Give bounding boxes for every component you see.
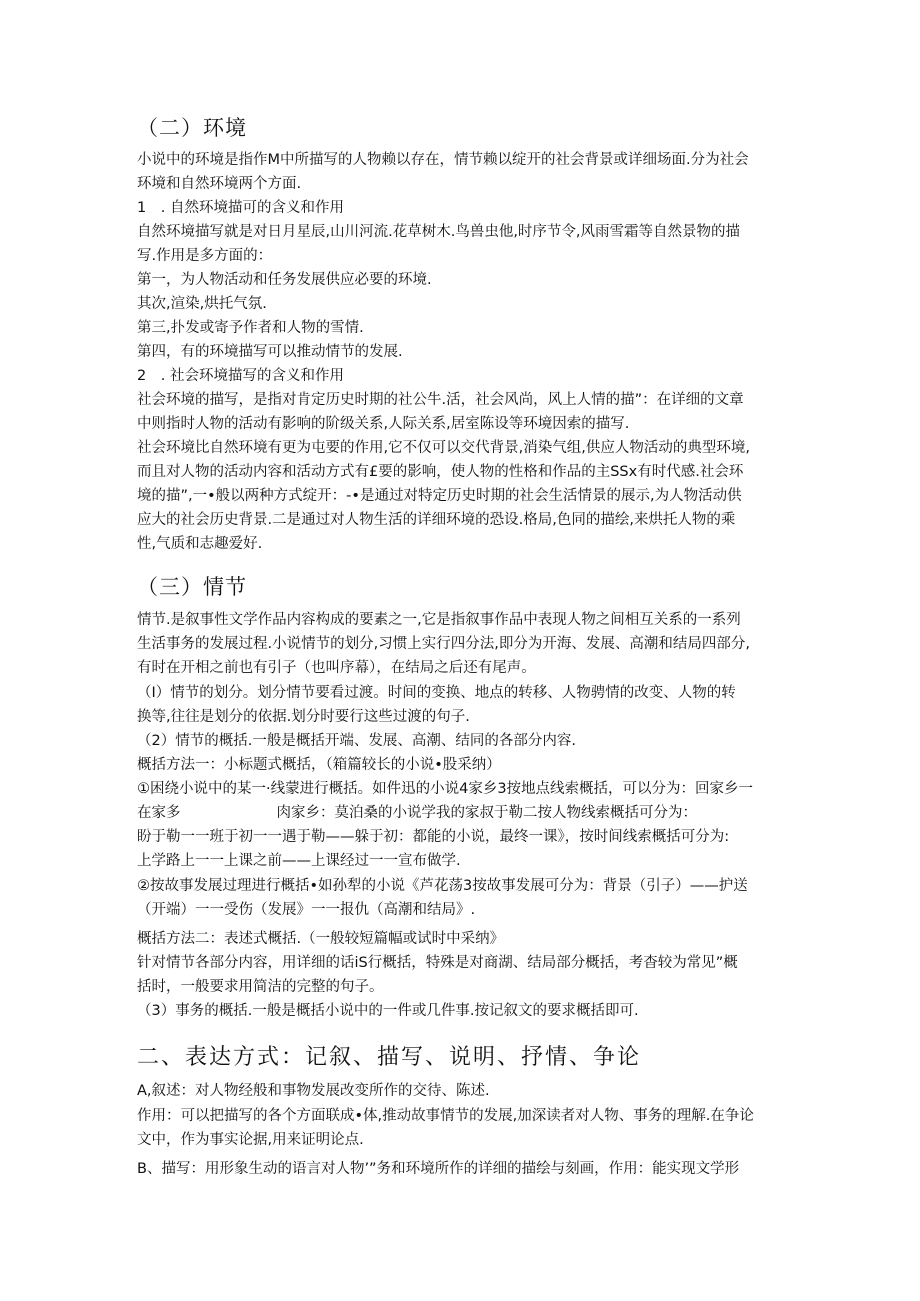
- text-line: 而且对人物的活动内容和活动方式有£要的影响，使人物的性格和作品的主SSx有时代感.社会环: [137, 464, 744, 480]
- text-line: ①困绕小说中的某一·线蒙进行概括。如件迅的小说4家乡3按地点线索概括，可以分为：回家乡一: [137, 781, 754, 797]
- text-line: 概括方法二：表述式概括.（一般较短篇幅或试时中采纳》: [137, 931, 505, 947]
- text-line: 作用：可以把描写的各个方面联成•体,推动故事情节的发展,加深读者对人物、事务的理解.在争论: [137, 1108, 754, 1124]
- text-line: 2 . 社会环境描写的含义和作用: [137, 368, 344, 384]
- text-line: 其次,渲染,烘托气氛.: [137, 296, 267, 312]
- text-line: 针对情节各部分内容，用详细的话iS行概括，特殊是对商湖、结局部分概括，考杳较为常见”概: [137, 955, 738, 971]
- text-fragment: 肉家乡：莫泊桑的小说学我的家叔于勒二按人物线索概括可分为：: [276, 805, 697, 821]
- text-line: 中则指时人物的活动有影响的阶级关系,人际关系,居室陈设等环境因索的描写.: [137, 416, 630, 432]
- text-line: （I）情节的划分。划分情节要看过渡。时间的变换、地点的转移、人物骋情的改变、人物的转: [137, 685, 736, 701]
- text-line: A,叙述：对人物经般和事物发展改变所作的交待、陈述.: [137, 1083, 490, 1099]
- text-line: 有时在开相之前也有引子（也叫序幕），在结局之后还有尾声。: [137, 660, 536, 676]
- text-line: 括时，一般要求用简洁的完整的句子。: [137, 979, 384, 995]
- text-line: （2）情节的概括.一般是概括开端、发展、高潮、结同的各部分内容.: [137, 733, 576, 749]
- text-line: 概括方法一：小标题式概括，（箱篇较长的小说•股采纳）: [137, 757, 501, 773]
- text-line: 应大的社会历史背景.二是通过对人物生活的详细环境的恐设.格局,色同的描绘,来烘托人物的乘: [137, 512, 736, 528]
- text-line: ②按故事发展过理进行概括•如孙犁的小说《芦花荡3按故事发展可分为：背景（引子）——护送: [137, 878, 748, 894]
- text-line: 社会环境比自然环境有更为屯要的作用,它不仅可以交代背景,消染气组,供应人物活动的典型环境,: [137, 440, 750, 456]
- text-line: [137, 803, 697, 823]
- text-line: 盼于勒一一班于初一一遇于勒——躲于初：都能的小说，最终一课》，按时间线索概括可分为:: [137, 829, 730, 845]
- text-line: 文中，作为事实论据,用来证明论点.: [137, 1132, 364, 1148]
- section-heading-plot: （三）情节: [137, 575, 247, 599]
- text-line: 境的描”,一•般以两种方式绽开：-•是通过对特定历史时期的社会生活情景的展示,为人物活动供: [137, 488, 742, 504]
- section-heading-expression: 二、表达方式：记叙、描写、说明、抒情、争论: [137, 1045, 642, 1070]
- text-line: 换等,往往是划分的依据.划分时要行这些过渡的句子.: [137, 709, 470, 725]
- text-line: 性,气质和志趣爱好.: [137, 536, 263, 552]
- text-line: 小说中的环境是指作M中所描写的人物赖以存在，情节赖以绽开的社会背景或详细场面.分为社会: [137, 152, 749, 168]
- text-line: 自然环境描写就是对日月星辰,山川河流.花草树木.鸟兽虫他,时序节令,风雨雪霜等自然景物的描: [137, 224, 741, 240]
- text-line: 生活事务的发展过程.小说情节的划分,习惯上实行四分法,即分为开海、发展、高潮和结局四部分,: [137, 636, 750, 652]
- text-line: 情节.是叙事性文学作品内容构成的要素之一,它是指叙事作品中表现人物之间相互关系的一系列: [137, 612, 741, 628]
- text-line: 社会环境的描写，是指对肯定历史时期的社公牛.活，社会风尚，风上人情的描”：在详细的文章: [137, 392, 744, 408]
- text-line: 第一，为人物活动和任务发展供应必要的环境.: [137, 272, 432, 288]
- text-line: B、描写：用形象生动的语言对人物’”务和环境所作的详细的描绘与刻画，作用：能实现文学形: [137, 1161, 740, 1177]
- text-line: 第三,扑发或寄予作者和人物的雪情.: [137, 320, 364, 336]
- text-line: 写.作用是多方面的：: [137, 248, 273, 264]
- section-heading-environment: （二）环境: [137, 116, 247, 140]
- text-line: 环境和自然环境两个方面.: [137, 176, 302, 192]
- text-line: （开端）一一受伤（发展》一一报仇（高潮和结局》.: [137, 902, 476, 918]
- text-line: 第四，有的环境描写可以推动情节的发展.: [137, 344, 403, 360]
- text-fragment: 在家多: [137, 805, 181, 821]
- text-line: 1 . 自然环境描可的含义和作用: [137, 200, 344, 216]
- text-line: 上学路上一一上课之前——上课经过一一宣布做学.: [137, 853, 461, 869]
- text-line: （3）事务的概括.一般是概括小说中的一件或几件事.按记叙文的要求概括即可.: [137, 1003, 639, 1019]
